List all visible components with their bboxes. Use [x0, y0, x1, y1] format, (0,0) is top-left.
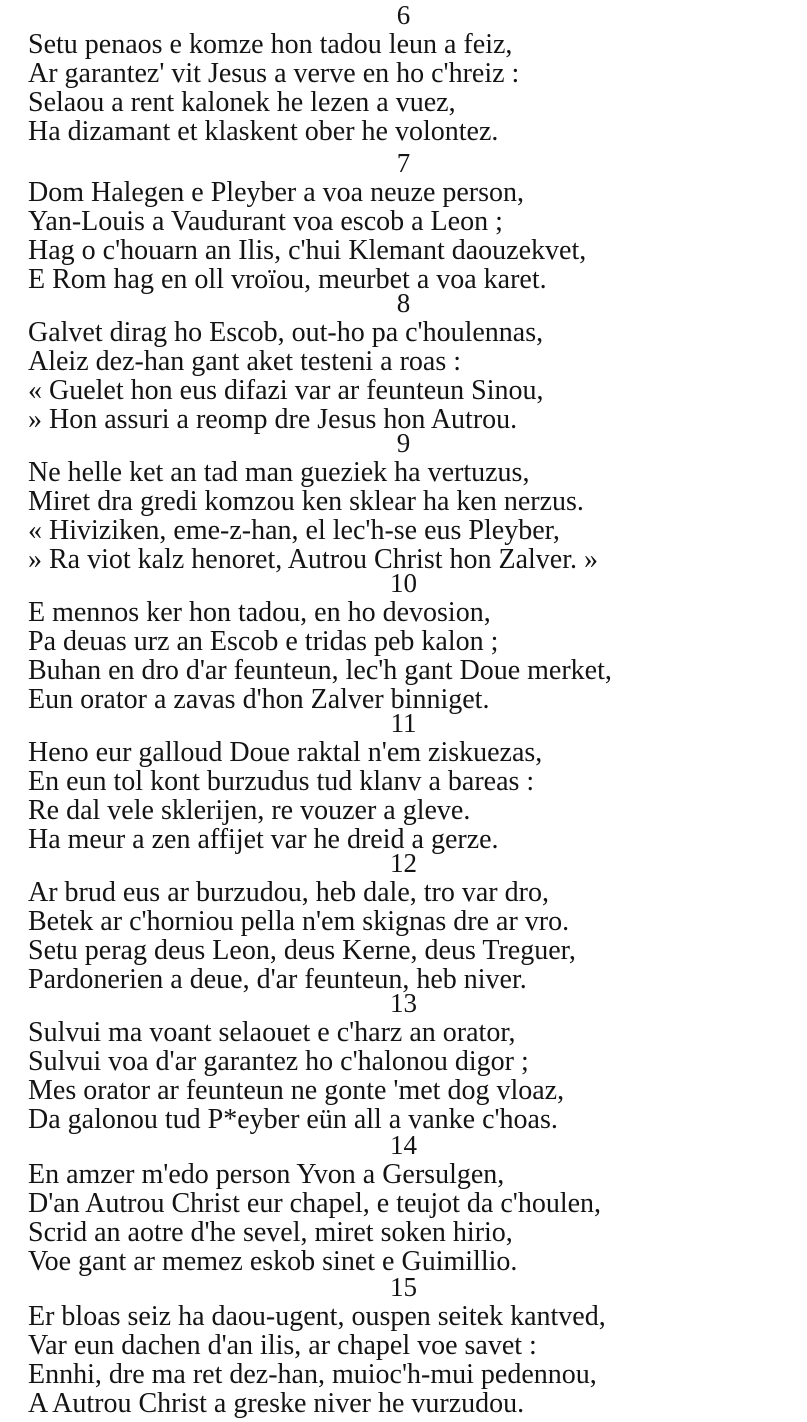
verse-line: Sulvui voa d'ar garantez ho c'halonou digor ; [28, 1046, 529, 1077]
verse-line: Ar garantez' vit Jesus a verve en ho c'hreiz : [28, 58, 520, 89]
stanza-number: 14 [390, 1130, 417, 1160]
verse-line: « Guelet hon eus difazi var ar feunteun Sinou, [28, 375, 544, 406]
verse-line: Var eun dachen d'an ilis, ar chapel voe savet : [28, 1330, 537, 1361]
verse-line: En eun tol kont burzudus tud klanv a bareas : [28, 766, 535, 797]
verse-line: Setu penaos e komze hon tadou leun a feiz, [28, 29, 513, 60]
verse-line: » Ra viot kalz henoret, Autrou Christ hon Zalver. » [28, 544, 599, 575]
verse-line: Ennhi, dre ma ret dez-han, muioc'h-mui pedennou, [28, 1359, 597, 1390]
verse-line: A Autrou Christ a greske niver he vurzudou. [28, 1388, 525, 1419]
verse-line: Pardonerien a deue, d'ar feunteun, heb niver. [28, 964, 527, 995]
verse-line: Ha dizamant et klaskent ober he volontez. [28, 116, 499, 147]
verse-line: Voe gant ar memez eskob sinet e Guimillio. [28, 1246, 518, 1277]
verse-line: E Rom hag en oll vroïou, meurbet a voa karet. [28, 264, 547, 295]
verse-line: Eun orator a zavas d'hon Zalver binniget. [28, 684, 490, 715]
verse-line: Pa deuas urz an Escob e tridas peb kalon ; [28, 626, 499, 657]
verse-line: Betek ar c'horniou pella n'em skignas dre ar vro. [28, 906, 570, 937]
stanza-number: 9 [396, 428, 411, 458]
verse-line: » Hon assuri a reomp dre Jesus hon Autrou. [28, 404, 518, 435]
verse-line: Sulvui ma voant selaouet e c'harz an orator, [28, 1017, 516, 1048]
verse-line: Da galonou tud P*eyber eün all a vanke c'hoas. [28, 1104, 558, 1135]
verse-line: Scrid an aotre d'he sevel, miret soken hirio, [28, 1217, 513, 1248]
stanza-number: 7 [396, 148, 411, 178]
stanza-number: 11 [390, 708, 417, 738]
verse-line: « Hiviziken, eme-z-han, el lec'h-se eus Pleyber, [28, 515, 560, 546]
verse-line: Aleiz dez-han gant aket testeni a roas : [28, 346, 462, 377]
stanza-number: 13 [390, 988, 417, 1018]
verse-line: Galvet dirag ho Escob, out-ho pa c'houlennas, [28, 317, 544, 348]
verse-line: Re dal vele sklerijen, re vouzer a gleve. [28, 795, 471, 826]
stanza-number: 10 [390, 568, 417, 598]
verse-line: Ha meur a zen affijet var he dreid a gerze. [28, 824, 499, 855]
verse-line: Buhan en dro d'ar feunteun, lec'h gant Doue merket, [28, 655, 612, 686]
stanza-number: 8 [396, 288, 411, 318]
stanza-number: 15 [390, 1272, 417, 1302]
verse-line: E mennos ker hon tadou, en ho devosion, [28, 597, 491, 628]
verse-line: Ar brud eus ar burzudou, heb dale, tro var dro, [28, 877, 549, 908]
verse-line: Miret dra gredi komzou ken sklear ha ken nerzus. [28, 486, 584, 517]
verse-line: Selaou a rent kalonek he lezen a vuez, [28, 87, 456, 118]
verse-line: D'an Autrou Christ eur chapel, e teujot da c'houlen, [28, 1188, 602, 1219]
verse-line: Yan-Louis a Vaudurant voa escob a Leon ; [28, 206, 503, 237]
verse-line: Dom Halegen e Pleyber a voa neuze person, [28, 177, 525, 208]
verse-line: Setu perag deus Leon, deus Kerne, deus Treguer, [28, 935, 576, 966]
verse-line: Ne helle ket an tad man gueziek ha vertuzus, [28, 457, 530, 488]
verse-line: Mes orator ar feunteun ne gonte 'met dog vloaz, [28, 1075, 565, 1106]
verse-line: Er bloas seiz ha daou-ugent, ouspen seitek kantved, [28, 1301, 606, 1332]
verse-line: En amzer m'edo person Yvon a Gersulgen, [28, 1159, 505, 1190]
stanza-number: 6 [396, 0, 411, 30]
verse-line: Heno eur galloud Doue raktal n'em ziskuezas, [28, 737, 543, 768]
verse-line: Hag o c'houarn an Ilis, c'hui Klemant daouzekvet, [28, 235, 587, 266]
stanza-number: 12 [390, 848, 417, 878]
